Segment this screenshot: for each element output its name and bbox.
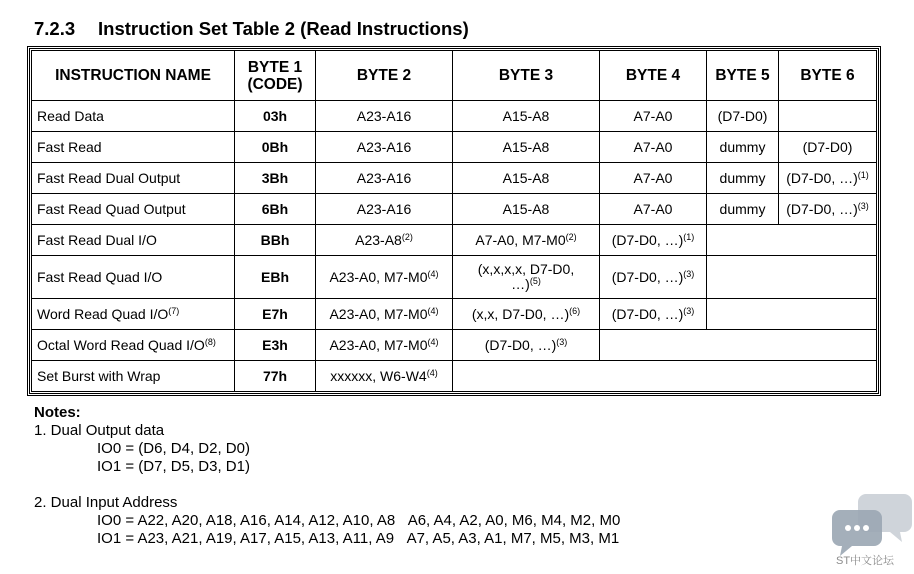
instruction-code: EBh xyxy=(235,256,316,299)
byte3-cell: (D7-D0, …)$^{(3)}$ xyxy=(453,330,600,361)
notes-title: Notes: xyxy=(34,404,81,421)
header-row xyxy=(32,51,877,101)
instruction-code: 6Bh xyxy=(235,194,316,225)
instruction-name: Fast Read xyxy=(32,132,235,163)
section-number: 7.2.3 xyxy=(34,18,76,39)
byte2-cell: A23-A16 xyxy=(316,194,453,225)
instruction-name: Fast Read Quad I/O xyxy=(32,256,235,299)
table-row xyxy=(32,132,877,163)
instruction-code: 77h xyxy=(235,361,316,392)
byte4-cell: A7-A0 xyxy=(600,101,707,132)
instruction-name: Fast Read Dual Output xyxy=(32,163,235,194)
byte2-cell: A23-A0, M7-M0$^{(4)}$ xyxy=(316,330,453,361)
footnote-ref: (3) xyxy=(857,200,869,211)
instruction-name: Read Data xyxy=(32,101,235,132)
note-2-title: 2. Dual Input Address xyxy=(34,494,178,511)
instruction-code: 03h xyxy=(235,101,316,132)
header-byte6: BYTE 6 xyxy=(779,51,877,101)
header-byte2: BYTE 2 xyxy=(316,51,453,101)
byte6-cell xyxy=(779,101,877,132)
table-row xyxy=(32,256,877,299)
byte6-cell: (D7-D0, …)$^{(1)}$ xyxy=(779,163,877,194)
empty-cell xyxy=(453,361,877,392)
byte2-cell: xxxxxx, W6-W4$^{(4)}$ xyxy=(316,361,453,392)
byte6-cell: (D7-D0, …)$^{(3)}$ xyxy=(779,194,877,225)
footnote-ref: (3) xyxy=(556,336,568,347)
byte3-cell: A15-A8 xyxy=(453,194,600,225)
instruction-name: Fast Read Quad Output xyxy=(32,194,235,225)
footnote-ref: (3) xyxy=(683,268,695,279)
note-2-io0: IO0 = A22, A20, A18, A16, A14, A12, A10, A8 A6, A4, A2, A0, M6, M4, M2, M0 xyxy=(97,512,621,529)
note-2-io1: IO1 = A23, A21, A19, A17, A15, A13, A11, A9 A7, A5, A3, A1, M7, M5, M3, M1 xyxy=(97,530,620,547)
byte2-cell: A23-A0, M7-M0$^{(4)}$ xyxy=(316,299,453,330)
instruction-table-frame xyxy=(27,46,881,396)
byte4-cell: (D7-D0, …)$^{(3)}$ xyxy=(600,299,707,330)
byte5-cell: dummy xyxy=(707,194,779,225)
table-row xyxy=(32,299,877,330)
table-row xyxy=(32,225,877,256)
instruction-code: E3h xyxy=(235,330,316,361)
byte4-cell: A7-A0 xyxy=(600,194,707,225)
footnote-ref: (6) xyxy=(569,305,581,316)
footnote-ref: (4) xyxy=(426,367,438,378)
instruction-table xyxy=(31,50,877,392)
instruction-code: E7h xyxy=(235,299,316,330)
byte2-cell: A23-A16 xyxy=(316,101,453,132)
footnote-ref: (8) xyxy=(204,336,216,347)
instruction-name: Fast Read Dual I/O xyxy=(32,225,235,256)
empty-cell xyxy=(707,299,877,330)
byte5-cell: (D7-D0) xyxy=(707,101,779,132)
empty-cell xyxy=(707,225,877,256)
table-row xyxy=(32,101,877,132)
byte5-cell: dummy xyxy=(707,132,779,163)
section-title: Instruction Set Table 2 (Read Instructions) xyxy=(98,18,469,39)
note-1-io1: IO1 = (D7, D5, D3, D1) xyxy=(97,458,250,475)
byte3-cell: (x,x, D7-D0, …)$^{(6)}$ xyxy=(453,299,600,330)
byte2-cell: A23-A16 xyxy=(316,132,453,163)
instruction-name: Set Burst with Wrap xyxy=(32,361,235,392)
header-byte5: BYTE 5 xyxy=(707,51,779,101)
table-row xyxy=(32,361,877,392)
footnote-ref: (4) xyxy=(427,305,439,316)
header-instruction-name: INSTRUCTION NAME xyxy=(32,51,235,101)
footnote-ref: (7) xyxy=(168,305,180,316)
byte4-cell: A7-A0 xyxy=(600,132,707,163)
instruction-name: Octal Word Read Quad $I/O^{(8)}$ xyxy=(32,330,235,361)
byte2-cell: A23-A16 xyxy=(316,163,453,194)
byte3-cell: A15-A8 xyxy=(453,132,600,163)
watermark-text: ST中文论坛 xyxy=(836,555,895,567)
byte4-cell: (D7-D0, …)$^{(3)}$ xyxy=(600,256,707,299)
section-heading xyxy=(34,18,469,40)
byte4-cell: A7-A0 xyxy=(600,163,707,194)
notes-section xyxy=(34,404,620,548)
byte3-cell: A15-A8 xyxy=(453,101,600,132)
byte4-cell: (D7-D0, …)$^{(1)}$ xyxy=(600,225,707,256)
table-row xyxy=(32,194,877,225)
note-1-title: 1. Dual Output data xyxy=(34,422,165,439)
footnote-ref: (2) xyxy=(565,231,577,242)
table-row xyxy=(32,163,877,194)
footnote-ref: (1) xyxy=(857,169,869,180)
header-byte4: BYTE 4 xyxy=(600,51,707,101)
note-1-io0: IO0 = (D6, D4, D2, D0) xyxy=(97,440,250,457)
byte3-cell: A7-A0, M7-M0$^{(2)}$ xyxy=(453,225,600,256)
footnote-ref: (5) xyxy=(529,276,541,286)
footnote-ref: (3) xyxy=(683,305,695,316)
byte6-cell: (D7-D0) xyxy=(779,132,877,163)
instruction-code: 0Bh xyxy=(235,132,316,163)
instruction-code: 3Bh xyxy=(235,163,316,194)
byte3-cell: A15-A8 xyxy=(453,163,600,194)
instruction-code: BBh xyxy=(235,225,316,256)
header-byte1: BYTE 1 (CODE) xyxy=(235,51,316,101)
table-row xyxy=(32,330,877,361)
empty-cell xyxy=(707,256,877,299)
footnote-ref: (1) xyxy=(683,231,695,242)
byte2-cell: A23-A0, M7-M0$^{(4)}$ xyxy=(316,256,453,299)
byte3-cell: (x,x,x,x, D7-D0, …)$^{(5)}$ xyxy=(453,256,600,299)
footnote-ref: (2) xyxy=(401,231,413,242)
instruction-name: Word Read Quad $I/O^{(7)}$ xyxy=(32,299,235,330)
footnote-ref: (4) xyxy=(427,268,439,279)
byte2-cell: A23-A8$^{(2)}$ xyxy=(316,225,453,256)
footnote-ref: (4) xyxy=(427,336,439,347)
empty-cell xyxy=(600,330,877,361)
header-byte3: BYTE 3 xyxy=(453,51,600,101)
byte5-cell: dummy xyxy=(707,163,779,194)
